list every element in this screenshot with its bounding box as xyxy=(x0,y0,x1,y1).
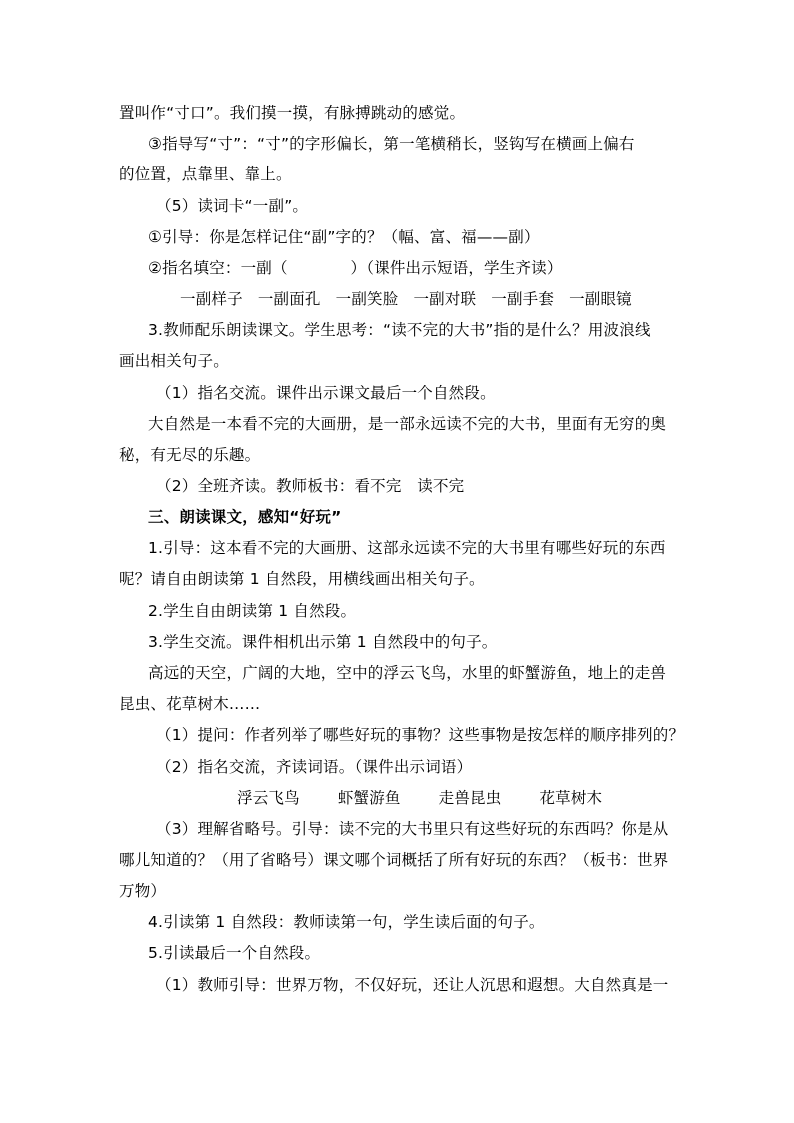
paragraph-line: ③指导写“寸”：“寸”的字形偏长，第一笔横稍长，竖钩写在横画上偏右 xyxy=(148,135,635,153)
paragraph-line: ②指名填空：一副（ ）（课件出示短语，学生齐读） xyxy=(148,259,563,277)
phrase: 走兽昆虫 xyxy=(438,789,502,807)
phrase: 虾蟹游鱼 xyxy=(337,789,401,807)
phrase-row-yifu xyxy=(180,289,632,309)
paragraph-line: （5）读词卡“一副”。 xyxy=(156,197,309,215)
section-heading: 三、朗读课文，感知“好玩” xyxy=(148,508,342,526)
phrase-row-words xyxy=(237,788,602,808)
paragraph-line: 4.引读第 1 自然段：教师读第一句，学生读后面的句子。 xyxy=(148,913,545,931)
paragraph-line: 呢？请自由朗读第 1 自然段，用横线画出相关句子。 xyxy=(119,570,485,588)
paragraph-line: （3）理解省略号。引导：读不完的大书里只有这些好玩的东西吗？你是从 xyxy=(156,820,669,838)
phrase: 一副样子 xyxy=(180,290,243,308)
paragraph-line: （2）全班齐读。教师板书：看不完 读不完 xyxy=(156,477,465,495)
paragraph-line: 昆虫、花草树木…… xyxy=(119,695,261,713)
paragraph-line: 画出相关句子。 xyxy=(119,352,229,370)
paragraph-line: ①引导：你是怎样记住“副”字的？（幅、富、福——副） xyxy=(148,228,540,246)
paragraph-line: 2.学生自由朗读第 1 自然段。 xyxy=(148,602,357,620)
paragraph-line: 3.学生交流。课件相机出示第 1 自然段中的句子。 xyxy=(148,633,498,651)
paragraph-line: 秘，有无尽的乐趣。 xyxy=(119,446,261,464)
paragraph-line: （1）指名交流。课件出示课文最后一个自然段。 xyxy=(156,384,496,402)
paragraph-line: 置叫作“寸口”。我们摸一摸，有脉搏跳动的感觉。 xyxy=(119,104,466,122)
paragraph-line: 哪儿知道的？（用了省略号）课文哪个词概括了所有好玩的东西？（板书：世界 xyxy=(119,851,669,869)
phrase: 一副面孔 xyxy=(257,290,321,308)
paragraph-line: 大自然是一本看不完的大画册，是一部永远读不完的大书，里面有无穷的奥 xyxy=(148,415,667,433)
phrase: 一副手套 xyxy=(491,290,555,308)
paragraph-line: 5.引读最后一个自然段。 xyxy=(148,944,321,962)
paragraph-line: 的位置，点靠里、靠上。 xyxy=(119,165,292,183)
paragraph-line: 1.引导：这本看不完的大画册、这部永远读不完的大书里有哪些好玩的东西 xyxy=(148,539,666,557)
phrase: 一副对联 xyxy=(413,290,477,308)
phrase: 一副眼镜 xyxy=(569,290,632,308)
phrase: 一副笑脸 xyxy=(335,290,399,308)
paragraph-line: （1）教师引导：世界万物，不仅好玩，还让人沉思和遐想。大自然真是一 xyxy=(156,976,669,994)
paragraph-line: （1）提问：作者列举了哪些好玩的事物？这些事物是按怎样的顺序排列的？ xyxy=(156,726,685,744)
paragraph-line: 3.教师配乐朗读课文。学生思考：“读不完的大书”指的是什么？用波浪线 xyxy=(148,321,651,339)
paragraph-line: 万物） xyxy=(119,882,167,900)
phrase: 花草树木 xyxy=(539,789,603,807)
paragraph-line: 高远的天空，广阔的大地，空中的浮云飞鸟，水里的虾蟹游鱼，地上的走兽 xyxy=(148,664,667,682)
phrase: 浮云飞鸟 xyxy=(237,789,300,807)
paragraph-line: （2）指名交流，齐读词语。（课件出示词语） xyxy=(156,758,473,776)
